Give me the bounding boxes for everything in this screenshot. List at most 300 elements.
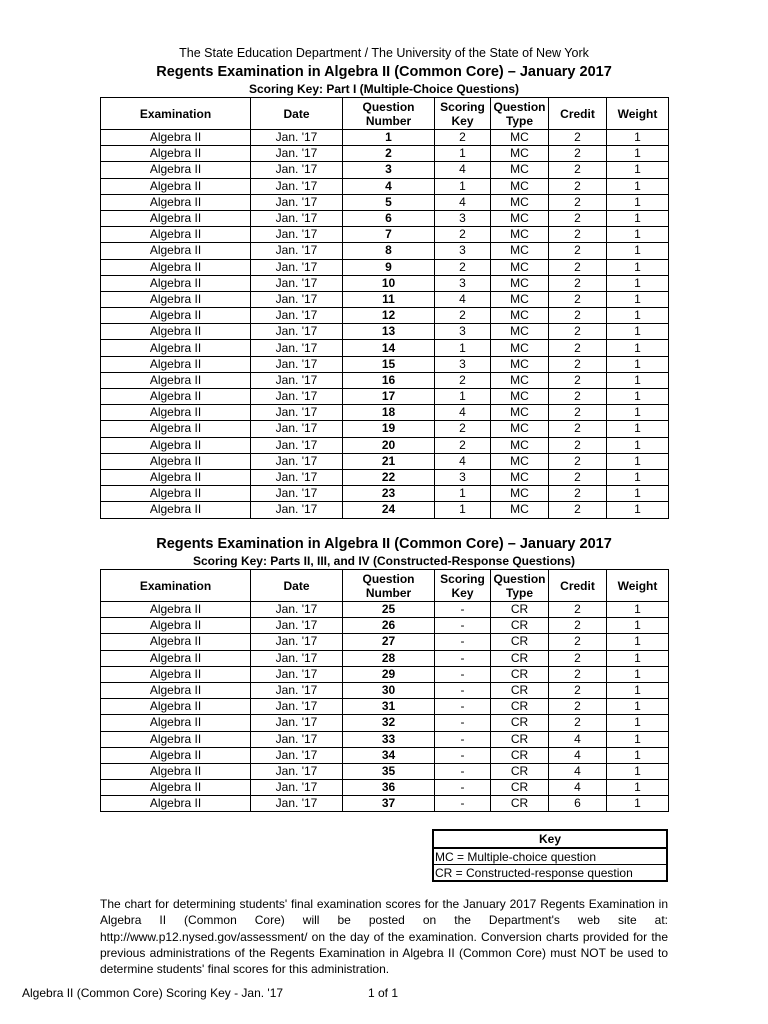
cell-scoring-key: 1 (435, 146, 491, 162)
cell-question-number: 7 (343, 227, 435, 243)
table-row (101, 178, 669, 194)
cell-scoring-key: - (435, 780, 491, 796)
cell-weight: 1 (607, 259, 669, 275)
cell-examination: Algebra II (101, 502, 251, 518)
cell-question-number: 19 (343, 421, 435, 437)
cell-question-type: CR (491, 650, 549, 666)
cell-scoring-key: 1 (435, 340, 491, 356)
cell-question-type: MC (491, 194, 549, 210)
table-row (101, 666, 669, 682)
cell-examination: Algebra II (101, 340, 251, 356)
cell-date: Jan. '17 (251, 372, 343, 388)
legend-item-cr: CR = Constructed-response question (435, 865, 633, 880)
col-date: Date (251, 98, 343, 130)
cell-date: Jan. '17 (251, 324, 343, 340)
cell-question-number: 12 (343, 308, 435, 324)
cell-date: Jan. '17 (251, 340, 343, 356)
cell-weight: 1 (607, 146, 669, 162)
cell-weight: 1 (607, 243, 669, 259)
table-row (101, 308, 669, 324)
cell-question-number: 4 (343, 178, 435, 194)
table-row (101, 796, 669, 812)
cell-date: Jan. '17 (251, 796, 343, 812)
table-row (101, 340, 669, 356)
cell-question-number: 1 (343, 130, 435, 146)
cell-date: Jan. '17 (251, 259, 343, 275)
table-row (101, 780, 669, 796)
cell-weight: 1 (607, 618, 669, 634)
cell-question-type: MC (491, 340, 549, 356)
part2-header-row (101, 570, 669, 602)
cell-credit: 2 (549, 356, 607, 372)
cell-date: Jan. '17 (251, 453, 343, 469)
cell-question-type: MC (491, 502, 549, 518)
cell-scoring-key: - (435, 650, 491, 666)
cell-date: Jan. '17 (251, 356, 343, 372)
cell-examination: Algebra II (101, 389, 251, 405)
cell-credit: 2 (549, 340, 607, 356)
cell-credit: 2 (549, 405, 607, 421)
cell-credit: 4 (549, 747, 607, 763)
cell-date: Jan. '17 (251, 421, 343, 437)
cell-weight: 1 (607, 356, 669, 372)
cell-credit: 2 (549, 372, 607, 388)
cell-question-number: 8 (343, 243, 435, 259)
cell-scoring-key: 2 (435, 259, 491, 275)
cell-examination: Algebra II (101, 162, 251, 178)
cell-question-type: CR (491, 602, 549, 618)
cell-examination: Algebra II (101, 796, 251, 812)
cell-examination: Algebra II (101, 699, 251, 715)
cell-question-type: MC (491, 469, 549, 485)
cell-examination: Algebra II (101, 469, 251, 485)
cell-examination: Algebra II (101, 275, 251, 291)
cell-scoring-key: 2 (435, 437, 491, 453)
cell-question-type: CR (491, 796, 549, 812)
cell-credit: 2 (549, 210, 607, 226)
cell-question-number: 23 (343, 486, 435, 502)
cell-question-type: MC (491, 389, 549, 405)
cell-examination: Algebra II (101, 130, 251, 146)
cell-question-number: 20 (343, 437, 435, 453)
cell-question-type: CR (491, 682, 549, 698)
table-row (101, 146, 669, 162)
cell-weight: 1 (607, 502, 669, 518)
cell-examination: Algebra II (101, 146, 251, 162)
table-row (101, 389, 669, 405)
cell-question-number: 6 (343, 210, 435, 226)
cell-weight: 1 (607, 130, 669, 146)
cell-examination: Algebra II (101, 243, 251, 259)
page-title: Regents Examination in Algebra II (Common Core) – January 2017 (156, 64, 612, 80)
col-examination: Examination (101, 98, 251, 130)
cell-credit: 2 (549, 308, 607, 324)
cell-question-type: MC (491, 453, 549, 469)
cell-date: Jan. '17 (251, 486, 343, 502)
cell-scoring-key: 2 (435, 372, 491, 388)
cell-credit: 2 (549, 666, 607, 682)
table-row (101, 372, 669, 388)
cell-question-number: 35 (343, 763, 435, 779)
cell-question-type: MC (491, 308, 549, 324)
cell-date: Jan. '17 (251, 502, 343, 518)
cell-weight: 1 (607, 421, 669, 437)
cell-credit: 2 (549, 453, 607, 469)
cell-weight: 1 (607, 747, 669, 763)
table-row (101, 682, 669, 698)
cell-question-type: CR (491, 731, 549, 747)
table-row (101, 618, 669, 634)
cell-examination: Algebra II (101, 780, 251, 796)
cell-scoring-key: 3 (435, 210, 491, 226)
cell-scoring-key: 4 (435, 453, 491, 469)
cell-date: Jan. '17 (251, 291, 343, 307)
cell-credit: 2 (549, 437, 607, 453)
table-row (101, 731, 669, 747)
cell-examination: Algebra II (101, 259, 251, 275)
cell-question-number: 15 (343, 356, 435, 372)
cell-date: Jan. '17 (251, 308, 343, 324)
table-row (101, 356, 669, 372)
cell-question-type: MC (491, 178, 549, 194)
cell-examination: Algebra II (101, 650, 251, 666)
cell-weight: 1 (607, 340, 669, 356)
table-row (101, 437, 669, 453)
cell-question-number: 3 (343, 162, 435, 178)
cell-weight: 1 (607, 453, 669, 469)
cell-question-number: 18 (343, 405, 435, 421)
cell-weight: 1 (607, 405, 669, 421)
cell-scoring-key: - (435, 602, 491, 618)
col-date: Date (251, 570, 343, 602)
cell-weight: 1 (607, 780, 669, 796)
footer-label: Algebra II (Common Core) Scoring Key - Jan. '17 (22, 986, 284, 1000)
cell-question-number: 16 (343, 372, 435, 388)
table-row (101, 194, 669, 210)
cell-date: Jan. '17 (251, 194, 343, 210)
page-number: 1 of 1 (368, 986, 399, 1000)
cell-scoring-key: - (435, 634, 491, 650)
cell-examination: Algebra II (101, 421, 251, 437)
cell-question-number: 5 (343, 194, 435, 210)
cell-scoring-key: 4 (435, 405, 491, 421)
col-question-type: Question Type (491, 98, 549, 130)
cell-date: Jan. '17 (251, 130, 343, 146)
cell-credit: 2 (549, 650, 607, 666)
cell-weight: 1 (607, 650, 669, 666)
cell-scoring-key: - (435, 763, 491, 779)
conversion-chart-note: The chart for determining students' final examination scores for the January 2017 Regents Examination in Algebra II (Common Core) will be posted on the Department's web site at: http://www.p12.nysed.gov/assessment/ on the day of the examination. Conversion charts provided for the previous administrations of the Regents Examination in Algebra II (Common Core) must NOT be used to determine students' final scores for this administration. (100, 897, 668, 977)
cell-examination: Algebra II (101, 618, 251, 634)
department-heading: The State Education Department / The University of the State of New York (179, 46, 589, 60)
cell-question-number: 37 (343, 796, 435, 812)
cell-date: Jan. '17 (251, 650, 343, 666)
cell-question-number: 21 (343, 453, 435, 469)
cell-question-type: MC (491, 146, 549, 162)
table-row (101, 634, 669, 650)
col-credit: Credit (549, 98, 607, 130)
cell-scoring-key: 1 (435, 486, 491, 502)
cell-credit: 2 (549, 682, 607, 698)
table-row (101, 747, 669, 763)
cell-question-type: CR (491, 634, 549, 650)
cell-weight: 1 (607, 763, 669, 779)
table-row (101, 259, 669, 275)
cell-question-type: MC (491, 162, 549, 178)
cell-question-number: 10 (343, 275, 435, 291)
col-question-number: Question Number (343, 570, 435, 602)
cell-date: Jan. '17 (251, 780, 343, 796)
cell-weight: 1 (607, 666, 669, 682)
cell-scoring-key: 2 (435, 421, 491, 437)
cell-question-number: 27 (343, 634, 435, 650)
cell-question-type: MC (491, 275, 549, 291)
table-row (101, 291, 669, 307)
cell-examination: Algebra II (101, 437, 251, 453)
cell-question-type: MC (491, 291, 549, 307)
cell-question-number: 32 (343, 715, 435, 731)
cell-question-number: 36 (343, 780, 435, 796)
part1-scoring-table (100, 97, 669, 519)
cell-date: Jan. '17 (251, 469, 343, 485)
cell-date: Jan. '17 (251, 715, 343, 731)
cell-examination: Algebra II (101, 666, 251, 682)
cell-date: Jan. '17 (251, 146, 343, 162)
col-examination: Examination (101, 570, 251, 602)
cell-examination: Algebra II (101, 210, 251, 226)
cell-scoring-key: 3 (435, 275, 491, 291)
cell-question-number: 26 (343, 618, 435, 634)
cell-weight: 1 (607, 469, 669, 485)
cell-question-type: CR (491, 715, 549, 731)
part2-scoring-table (100, 569, 669, 812)
cell-credit: 2 (549, 291, 607, 307)
cell-examination: Algebra II (101, 178, 251, 194)
cell-examination: Algebra II (101, 731, 251, 747)
cell-weight: 1 (607, 389, 669, 405)
cell-weight: 1 (607, 210, 669, 226)
cell-scoring-key: 1 (435, 178, 491, 194)
col-question-number: Question Number (343, 98, 435, 130)
table-row (101, 275, 669, 291)
cell-question-number: 13 (343, 324, 435, 340)
table-row (101, 227, 669, 243)
cell-date: Jan. '17 (251, 731, 343, 747)
cell-question-type: MC (491, 243, 549, 259)
cell-scoring-key: - (435, 699, 491, 715)
cell-weight: 1 (607, 486, 669, 502)
cell-credit: 2 (549, 178, 607, 194)
cell-question-type: MC (491, 356, 549, 372)
cell-weight: 1 (607, 796, 669, 812)
legend-item-mc: MC = Multiple-choice question (433, 848, 667, 865)
cell-date: Jan. '17 (251, 682, 343, 698)
cell-credit: 2 (549, 130, 607, 146)
col-question-type: Question Type (491, 570, 549, 602)
cell-weight: 1 (607, 308, 669, 324)
cell-credit: 2 (549, 227, 607, 243)
cell-scoring-key: - (435, 731, 491, 747)
cell-weight: 1 (607, 437, 669, 453)
cell-question-number: 24 (343, 502, 435, 518)
cell-date: Jan. '17 (251, 618, 343, 634)
cell-examination: Algebra II (101, 453, 251, 469)
cell-examination: Algebra II (101, 308, 251, 324)
col-scoring-key: Scoring Key (435, 570, 491, 602)
col-weight: Weight (607, 570, 669, 602)
cell-scoring-key: 2 (435, 130, 491, 146)
cell-examination: Algebra II (101, 324, 251, 340)
part2-title: Regents Examination in Algebra II (Common Core) – January 2017 (156, 536, 612, 552)
cell-date: Jan. '17 (251, 210, 343, 226)
cell-scoring-key: 3 (435, 243, 491, 259)
cell-credit: 4 (549, 763, 607, 779)
cell-date: Jan. '17 (251, 634, 343, 650)
cell-weight: 1 (607, 682, 669, 698)
cell-date: Jan. '17 (251, 763, 343, 779)
cell-scoring-key: - (435, 618, 491, 634)
cell-credit: 4 (549, 780, 607, 796)
col-credit: Credit (549, 570, 607, 602)
part1-subtitle: Scoring Key: Part I (Multiple-Choice Questions) (248, 82, 520, 96)
cell-credit: 2 (549, 243, 607, 259)
cell-question-type: CR (491, 747, 549, 763)
cell-scoring-key: - (435, 796, 491, 812)
cell-question-type: CR (491, 618, 549, 634)
cell-scoring-key: 2 (435, 308, 491, 324)
cell-date: Jan. '17 (251, 666, 343, 682)
cell-examination: Algebra II (101, 682, 251, 698)
table-row (101, 210, 669, 226)
cell-examination: Algebra II (101, 747, 251, 763)
cell-scoring-key: 3 (435, 356, 491, 372)
cell-question-type: MC (491, 437, 549, 453)
table-row (101, 650, 669, 666)
part1-header-row (101, 98, 669, 130)
cell-credit: 2 (549, 324, 607, 340)
cell-date: Jan. '17 (251, 178, 343, 194)
cell-scoring-key: 1 (435, 502, 491, 518)
cell-question-number: 28 (343, 650, 435, 666)
cell-question-type: CR (491, 699, 549, 715)
cell-question-number: 9 (343, 259, 435, 275)
table-row (101, 324, 669, 340)
cell-credit: 2 (549, 502, 607, 518)
cell-date: Jan. '17 (251, 699, 343, 715)
cell-examination: Algebra II (101, 486, 251, 502)
cell-scoring-key: - (435, 715, 491, 731)
cell-credit: 2 (549, 421, 607, 437)
col-weight: Weight (607, 98, 669, 130)
cell-question-number: 17 (343, 389, 435, 405)
table-row (101, 715, 669, 731)
legend-title: Key (433, 830, 667, 848)
cell-scoring-key: - (435, 747, 491, 763)
cell-credit: 2 (549, 146, 607, 162)
cell-examination: Algebra II (101, 356, 251, 372)
cell-weight: 1 (607, 731, 669, 747)
cell-question-number: 2 (343, 146, 435, 162)
cell-date: Jan. '17 (251, 747, 343, 763)
cell-examination: Algebra II (101, 715, 251, 731)
cell-scoring-key: - (435, 666, 491, 682)
table-row (101, 162, 669, 178)
cell-credit: 2 (549, 602, 607, 618)
cell-examination: Algebra II (101, 291, 251, 307)
table-row (101, 699, 669, 715)
cell-date: Jan. '17 (251, 437, 343, 453)
cell-date: Jan. '17 (251, 275, 343, 291)
table-row (101, 602, 669, 618)
cell-credit: 2 (549, 618, 607, 634)
cell-question-type: CR (491, 666, 549, 682)
cell-question-type: CR (491, 763, 549, 779)
cell-question-number: 14 (343, 340, 435, 356)
cell-examination: Algebra II (101, 372, 251, 388)
cell-weight: 1 (607, 194, 669, 210)
cell-examination: Algebra II (101, 602, 251, 618)
cell-date: Jan. '17 (251, 243, 343, 259)
cell-date: Jan. '17 (251, 162, 343, 178)
cell-credit: 4 (549, 731, 607, 747)
cell-credit: 2 (549, 469, 607, 485)
cell-scoring-key: 2 (435, 227, 491, 243)
cell-weight: 1 (607, 324, 669, 340)
cell-credit: 2 (549, 486, 607, 502)
cell-question-type: MC (491, 421, 549, 437)
cell-scoring-key: - (435, 682, 491, 698)
cell-question-type: MC (491, 227, 549, 243)
cell-question-number: 30 (343, 682, 435, 698)
table-row (101, 469, 669, 485)
cell-date: Jan. '17 (251, 227, 343, 243)
cell-scoring-key: 3 (435, 324, 491, 340)
cell-weight: 1 (607, 162, 669, 178)
cell-scoring-key: 4 (435, 162, 491, 178)
cell-credit: 6 (549, 796, 607, 812)
cell-question-number: 11 (343, 291, 435, 307)
cell-weight: 1 (607, 227, 669, 243)
cell-examination: Algebra II (101, 763, 251, 779)
cell-question-type: MC (491, 405, 549, 421)
cell-scoring-key: 4 (435, 291, 491, 307)
cell-credit: 2 (549, 389, 607, 405)
cell-weight: 1 (607, 178, 669, 194)
cell-question-number: 31 (343, 699, 435, 715)
table-row (101, 421, 669, 437)
cell-question-type: MC (491, 130, 549, 146)
cell-question-type: MC (491, 372, 549, 388)
table-row (101, 486, 669, 502)
cell-examination: Algebra II (101, 405, 251, 421)
cell-credit: 2 (549, 194, 607, 210)
table-row (101, 763, 669, 779)
cell-credit: 2 (549, 699, 607, 715)
cell-question-type: MC (491, 259, 549, 275)
cell-weight: 1 (607, 275, 669, 291)
cell-weight: 1 (607, 699, 669, 715)
cell-date: Jan. '17 (251, 389, 343, 405)
cell-question-type: MC (491, 324, 549, 340)
cell-credit: 2 (549, 275, 607, 291)
cell-examination: Algebra II (101, 227, 251, 243)
cell-credit: 2 (549, 715, 607, 731)
table-row (101, 243, 669, 259)
part2-subtitle: Scoring Key: Parts II, III, and IV (Constructed-Response Questions) (192, 554, 576, 568)
cell-weight: 1 (607, 291, 669, 307)
key-legend (432, 829, 668, 882)
cell-question-number: 33 (343, 731, 435, 747)
